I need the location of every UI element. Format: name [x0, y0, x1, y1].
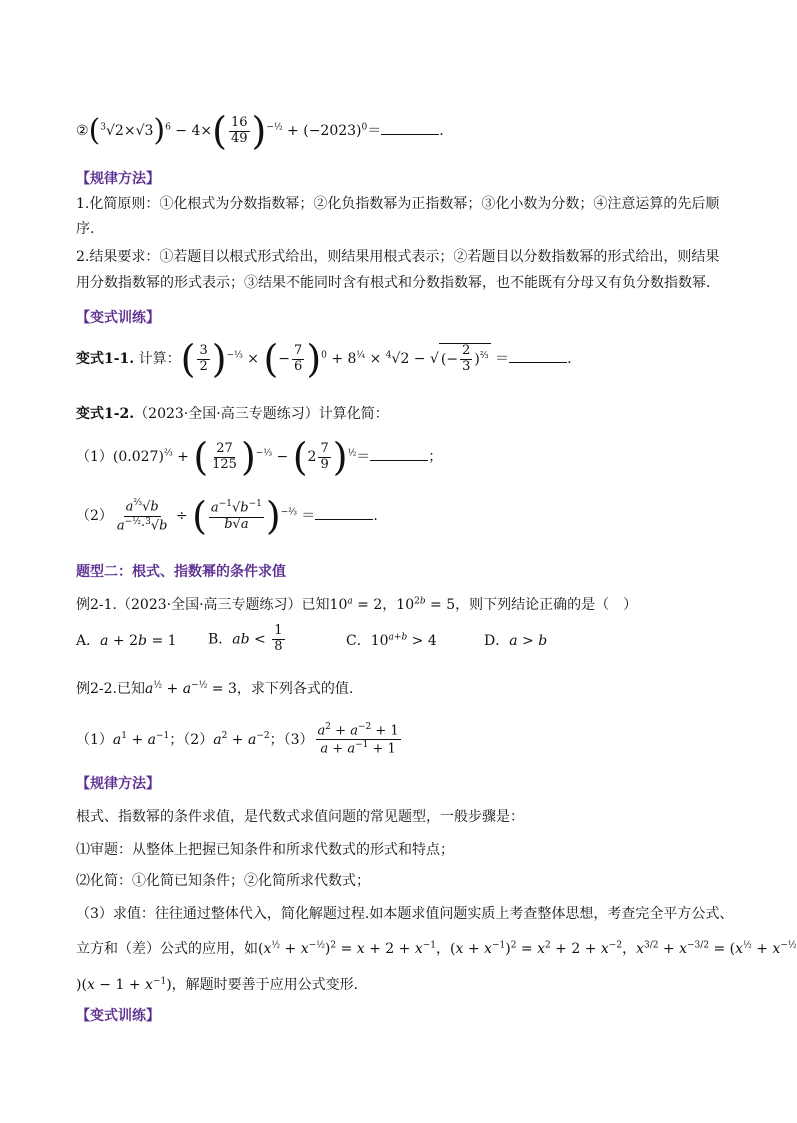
- rule2-p6: )$(x - 1 + x^{-1})$，解题时要善于应用公式变形．: [76, 976, 368, 993]
- example-2-1-text: （2023·全国·高三专题练习）已知: [117, 597, 330, 613]
- rule2-p6-text: ，解题时要善于应用公式变形．: [171, 977, 368, 993]
- example-2-1-ask: ，则下列结论正确的是（ ）: [455, 597, 638, 613]
- exercise-2-label: ②: [76, 123, 89, 139]
- option-d-label: D．: [484, 633, 510, 649]
- rule2-p5-text: 立方和（差）公式的应用，如: [76, 941, 258, 957]
- paren: (: [192, 494, 207, 538]
- example-2-1-label: 例2-1.: [76, 597, 117, 613]
- paren: ): [153, 113, 166, 148]
- example-2-2-post: ，求下列各式的值.: [236, 681, 354, 697]
- paren: (: [180, 337, 196, 381]
- example-2-2-pre: 已知: [117, 681, 145, 697]
- semicolon: ；: [428, 449, 443, 465]
- frac-2-3: $\frac{2}{3}$: [462, 342, 471, 374]
- train-heading-2: 【变式训练】: [76, 1008, 160, 1024]
- rule2-p1: 根式、指数幂的条件求值，是代数式求值问题的常见题型，一般步骤是：: [76, 809, 524, 825]
- separator: ，: [382, 597, 397, 613]
- frac-item3: $\frac{a^2 + a^{-2} + 1}{a + a^{-1} + 1}$: [317, 722, 399, 757]
- variant-1-2-item-2: （2） $\frac{a^{\frac{2}{3}}√b}{a^{-\frac{1}{2}}\cdot^3√b}$ ÷ ( $\frac{a^{-1}√b^{-1}}{b√a}$ )$^{-\frac{2}{3}}$ ＝ .: [76, 494, 378, 538]
- variant-1-2-item-1: $(1)(0.027)^{\frac{2}{3}}$ + ( $\frac{27}{125}$ )$^{-\frac{1}{3}}$ − (2 $\frac{7}{9}$ )$^{\frac{1}{2}}$＝ ；: [76, 435, 443, 479]
- option-c[interactable]: C．$10^{a+b} > 4$: [346, 632, 437, 649]
- variant-1-1: 变式1-1. 计算：( $\frac{3}{2}$ )$^{-\frac{1}{3}}$ × (− $\frac{7}{6}$ )$^0 + 8^{\frac{1}{4}} \times ^4√2$ − √ (− $\frac{2}{3}$ )$^{\frac{2}{3}}$ ＝ .: [76, 337, 572, 381]
- variant-1-2-label: 变式1-2.: [76, 406, 135, 422]
- answer-blank[interactable]: [509, 348, 567, 363]
- answer-blank[interactable]: [315, 505, 373, 520]
- paren: (: [212, 109, 227, 153]
- answer-blank[interactable]: [381, 120, 439, 135]
- paren: ): [332, 435, 348, 479]
- frac-27-125: $\frac{27}{125}$: [212, 440, 237, 472]
- frac-item2-left: $\frac{a^{\frac{2}{3}}√b}{a^{-\frac{1}{2}}\cdot^3√b}$: [116, 498, 168, 533]
- equals-sign: ＝: [367, 123, 382, 139]
- frac-item2-right: $\frac{a^{-1}√b^{-1}}{b√a}$: [210, 499, 262, 532]
- variant-1-1-prefix: 计算：: [138, 351, 181, 367]
- option-b-label: B．: [208, 631, 233, 648]
- rule-heading-1: 【规律方法】: [76, 171, 160, 187]
- option-c-label: C．: [346, 633, 371, 649]
- example-2-1: 例2-1.（2023·全国·高三专题练习）已知$10^a = 2$，$10^{2b} = 5$，则下列结论正确的是（ ）: [76, 596, 638, 613]
- variant-1-1-label: 变式1-1.: [76, 351, 135, 367]
- period: .: [373, 508, 378, 524]
- frac-1-8: $\frac{1}{8}$: [274, 623, 283, 654]
- frac-7-6: $\frac{7}{6}$: [294, 342, 303, 374]
- answer-blank[interactable]: [370, 446, 428, 461]
- paren: ): [251, 109, 267, 153]
- radical: (− $\frac{2}{3}$ )$^{\frac{2}{3}}$: [440, 342, 489, 374]
- item-1-label: （1）: [76, 449, 113, 465]
- rule1-p1b: 序.: [76, 221, 95, 237]
- option-a[interactable]: A．a + 2b = 1: [76, 633, 177, 649]
- rule1-p2: 2.结果要求：①若题目以根式形式给出，则结果用根式表示；②若题目以分数指数幂的形式给出，则结果: [76, 249, 720, 265]
- paren: ): [306, 337, 322, 381]
- paren: (: [88, 113, 101, 148]
- rule2-p5: 立方和（差）公式的应用，如$(x^{\frac{1}{2}} + x^{-\frac{1}{2}})^2 = x + 2 + x^{-1}$，$(x + x^{-1})^2 = x^2 + 2 + x^{-2}$，$x^{3/2} + x^{-3/2} = (x^{\frac{1}{2}} + x^{-\frac{1}{2}}$: [76, 940, 797, 957]
- train-heading-1: 【变式训练】: [76, 310, 160, 326]
- rule2-p2: ⑴审题：从整体上把握已知条件和所求代数式的形式和特点；: [76, 842, 454, 858]
- period: .: [439, 123, 444, 139]
- example-2-2-items: $(1)a^1 + a^{-1}$；$(2)a^2 + a^{-2}$；（3） $\frac{a^2 + a^{-2} + 1}{a + a^{-1} + 1}$: [76, 722, 399, 757]
- item-1-label: （1）: [76, 731, 113, 748]
- option-d[interactable]: D．a > b: [484, 633, 548, 649]
- paren: (: [263, 337, 279, 381]
- frac-3-2: $\frac{3}{2}$: [199, 342, 208, 374]
- rule2-p3: ⑵化简：①化简已知条件；②化简所求代数式；: [76, 873, 370, 889]
- frac-16-49: $\frac{16}{49}$: [230, 114, 248, 146]
- option-b[interactable]: B．ab < $\frac{1}{8}$: [208, 623, 283, 654]
- rule-heading-2: 【规律方法】: [76, 776, 160, 792]
- option-a-label: A．: [76, 633, 101, 649]
- exercise-2-line: $②(^3√2\times√3)^6 - 4\times$( $\frac{16}{49}$ )$^{-\frac{1}{2}} + (-2023)^0=$ .: [76, 109, 444, 153]
- rule2-p4: （3）求值：往往通过整体代入，简化解题过程.如本题求值问题实质上考查整体思想，考查完全平方公式、: [76, 906, 734, 922]
- paren: ): [211, 337, 227, 381]
- example-2-2: 例2-2.已知$a^{\frac{1}{2}} + a^{-\frac{1}{2}} = 3$，求下列各式的值.: [76, 680, 354, 697]
- rule1-p2b: 用分数指数幂的形式表示；③结果不能同时含有根式和分数指数幂，也不能既有分母又有负分数指数幂．: [76, 275, 720, 291]
- paren: (: [193, 435, 209, 479]
- rule1-p1: 1.化简原则：①化根式为分数指数幂；②化负指数幂为正指数幂；③化小数为分数；④注意运算的先后顺: [76, 196, 720, 212]
- variant-1-2-source: （2023·全国·高三专题练习）计算化简：: [134, 406, 389, 422]
- variant-1-2: [76, 403, 389, 423]
- item-2-label: ；（2）: [169, 731, 214, 748]
- type-2-heading: 题型二：根式、指数幂的条件求值: [76, 564, 286, 580]
- paren: (: [292, 435, 308, 479]
- paren: ): [240, 435, 256, 479]
- item-3-label: ；（3）: [269, 731, 314, 748]
- frac-7-9: $\frac{7}{9}$: [320, 440, 329, 472]
- paren: ): [265, 494, 281, 538]
- example-2-2-label: 例2-2.: [76, 681, 117, 697]
- item-2-label: （2）: [76, 508, 113, 524]
